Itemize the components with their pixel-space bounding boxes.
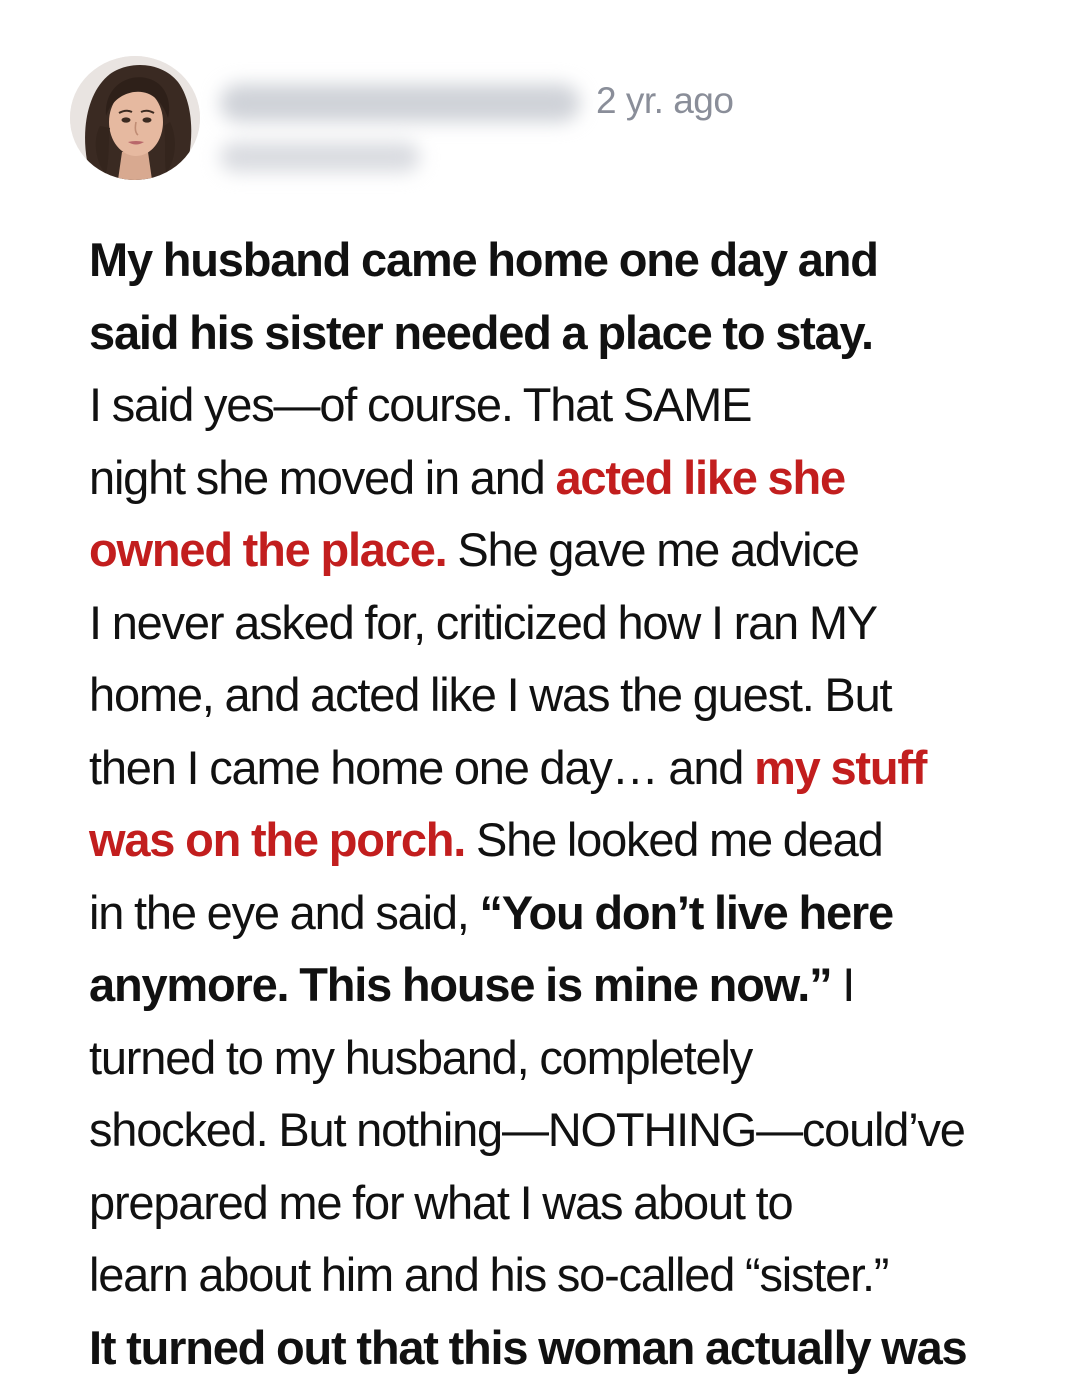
story-line-6: I never asked for, criticized how I ran MY <box>89 587 989 660</box>
story-line-2: said his sister needed a place to stay. <box>89 297 989 370</box>
source-blurred <box>220 142 420 172</box>
story-quote: “You don’t live here <box>479 886 892 939</box>
woman-portrait-avatar-icon <box>70 56 200 180</box>
story-text: She gave me advice <box>447 523 859 576</box>
story-line-15: learn about him and his so-called “sister.” <box>89 1239 989 1312</box>
story-highlight: was on the porch. <box>89 813 465 866</box>
post-timestamp: 2 yr. ago <box>596 80 733 122</box>
story-highlight: my stuff <box>754 741 926 794</box>
story-line-10 <box>89 877 989 950</box>
story-line-9 <box>89 804 989 877</box>
story-line-14: prepared me for what I was about to <box>89 1167 989 1240</box>
story-text: She looked me dead <box>465 813 882 866</box>
username-blurred[interactable] <box>220 84 580 122</box>
user-avatar[interactable] <box>70 56 200 180</box>
story-text: I <box>831 958 854 1011</box>
story-line-3: I said yes—of course. That SAME <box>89 369 989 442</box>
story-line-4 <box>89 442 989 515</box>
story-text: night she moved in and <box>89 451 555 504</box>
story-line-16: It turned out that this woman actually was <box>89 1312 989 1384</box>
story-text: then I came home one day… and <box>89 741 754 794</box>
story-line-7: home, and acted like I was the guest. But <box>89 659 989 732</box>
story-text: in the eye and said, <box>89 886 479 939</box>
story-line-1: My husband came home one day and <box>89 224 989 297</box>
story-line-13: shocked. But nothing—NOTHING—could’ve <box>89 1094 989 1167</box>
story-quote: anymore. This house is mine now.” <box>89 958 831 1011</box>
story-highlight: owned the place. <box>89 523 447 576</box>
story-highlight: acted like she <box>555 451 844 504</box>
story-line-5 <box>89 514 989 587</box>
story-line-8 <box>89 732 989 805</box>
post-header <box>70 56 1010 182</box>
post-body <box>89 224 989 1384</box>
story-line-11 <box>89 949 989 1022</box>
story-line-12: turned to my husband, completely <box>89 1022 989 1095</box>
